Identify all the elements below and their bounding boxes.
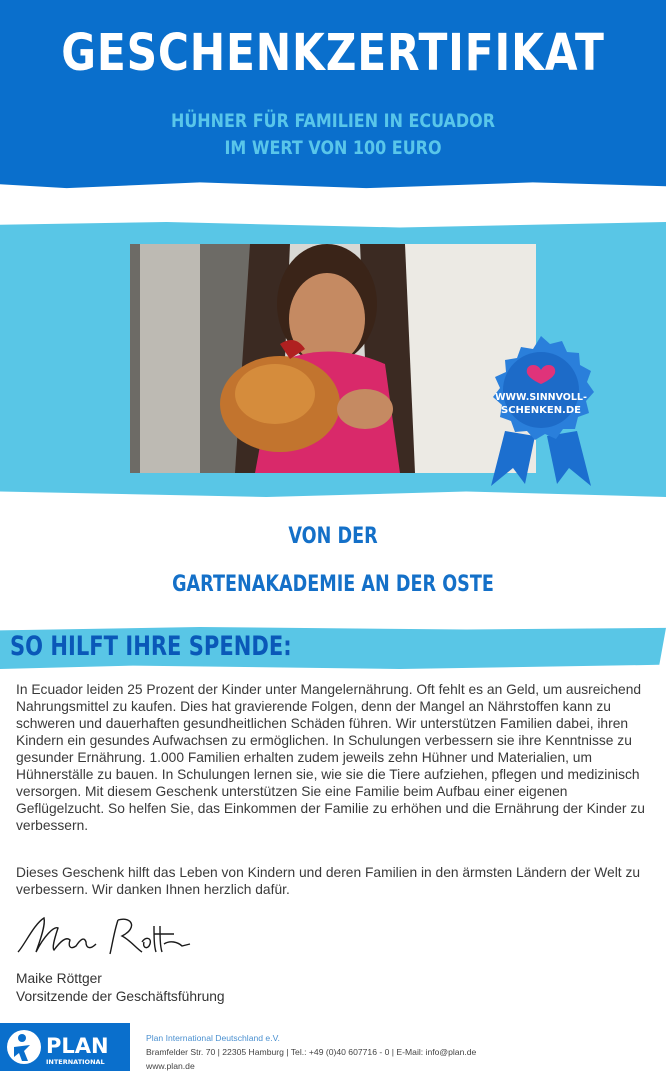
hero-photo (130, 244, 536, 473)
footer-contact (146, 1031, 476, 1073)
badge-line-1: WWW.SINNVOLL- (495, 392, 587, 403)
donor-label: VON DER (288, 524, 378, 549)
signer-name: Maike Röttger (16, 971, 102, 986)
body-line: Dieses Geschenk hilft das Leben von Kindern und deren Familien in den ärmsten Ländern der Welt zu (16, 865, 641, 880)
body-line: In Ecuador leiden 25 Prozent der Kinder unter Mangelernährung. Oft fehlt es an Geld, um ausreichend (16, 682, 642, 697)
body-line: schweren und dauerhaften gesundheitlichen Schäden führen. Wir unterstützen Familien dabei, ihren (16, 716, 629, 731)
certificate-subtitle (53, 108, 612, 162)
body-line: Kindern ein gesundes Aufwachsen zu ermöglichen. In Schulungen verbessern sie ihre Kenntnisse zu (16, 733, 632, 748)
body-line: Hühnerställe zu bauen. In Schulungen lernen sie, wie sie die Tiere aufziehen, pflegen und medizinisch (16, 767, 640, 782)
body-line: Geflügelzucht. So helfen Sie, das Einkommen der Familie zu erhöhen und die Ernährung der Kinder zu (16, 801, 645, 816)
plan-international-logo (0, 1023, 130, 1071)
body-line: gesunder Ernährung. 1.000 Familien erhalten zudem jeweils zehn Hühner und Materialien, um (16, 750, 592, 765)
subtitle-line-1: HÜHNER FÜR FAMILIEN IN ECUADOR (170, 110, 496, 132)
logo-word: PLAN (46, 1034, 109, 1058)
body-paragraph-1 (16, 681, 652, 834)
body-line: verbessern. (16, 818, 89, 833)
signer-role: Vorsitzende der Geschäftsführung (16, 989, 225, 1004)
body-line: Nahrungsmittel zu kaufen. Dies hat gravierende Folgen, denn der Mangel an Nährstoffen kann zu (16, 699, 611, 714)
subtitle-line-2: IM WERT VON 100 EURO (224, 137, 442, 159)
logo-subword: INTERNATIONAL (46, 1058, 105, 1066)
body-paragraph-2 (16, 864, 652, 898)
body-line: verbessern. Wir danken Ihnen herzlich dafür. (16, 882, 290, 897)
section-heading: SO HILFT IHRE SPENDE: (10, 631, 292, 662)
donor-name: GARTENAKADEMIE AN DER OSTE (172, 572, 494, 597)
badge-line-2: SCHENKEN.DE (501, 405, 581, 416)
handwritten-signature (14, 906, 194, 966)
page-title: GESCHENKZERTIFIKAT (61, 24, 605, 83)
footer-address: Bramfelder Str. 70 | 22305 Hamburg | Tel.: +49 (0)40 607716 - 0 | E-Mail: info@plan.de (146, 1047, 477, 1057)
signer-block (16, 970, 225, 1006)
body-line: versorgen. Mit diesem Geschenk unterstützen Sie eine Familie beim Aufbau einer eigenen (16, 784, 568, 799)
sinnvoll-schenken-badge (483, 336, 599, 486)
footer-org: Plan International Deutschland e.V. (146, 1033, 280, 1043)
footer-web: www.plan.de (146, 1061, 195, 1071)
